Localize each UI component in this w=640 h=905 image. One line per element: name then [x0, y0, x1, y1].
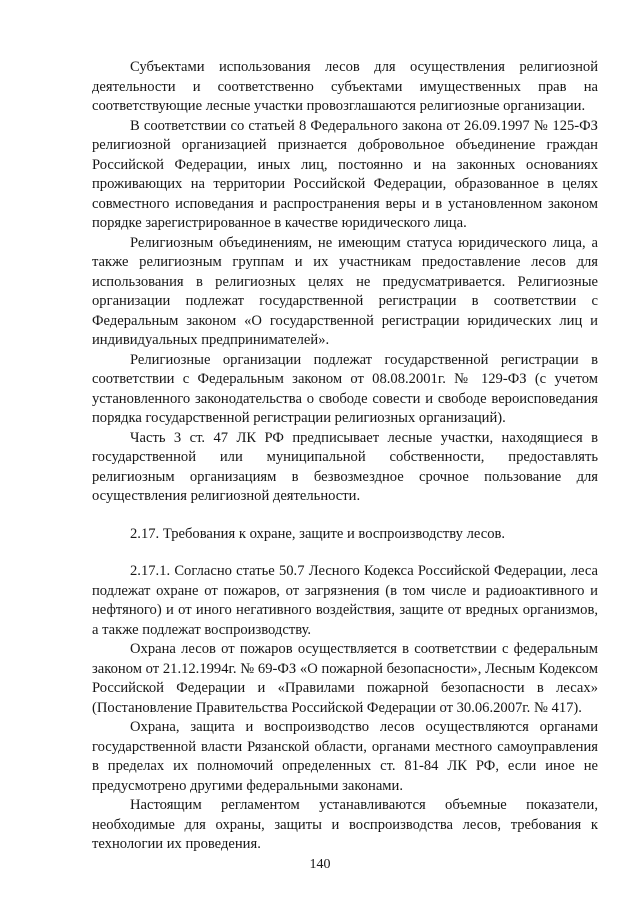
paragraph-religious-associations: Религиозным объединениям, не имеющим статуса юридического лица, а также религиозным группам и их участникам предоставление лесов для использования в религиозных целях не предусматривается. Религиозные организации подлежат государственной регистрации в соответствии с Федеральным законом «О государственной регистрации юридических лиц и индивидуальных предпринимателей». [92, 234, 598, 348]
paragraph-fire-protection: Охрана лесов от пожаров осуществляется в соответствии с федеральным законом от 21.12.1994г. № 69-ФЗ «О пожарной безопасности», Лесным Кодексом Российской Федерации и «Правилами пожарной безопасности в лесах» (Постановление Правительства Российской Федерации от 30.06.2007г. № 417). [92, 641, 598, 716]
page-number: 140 [309, 857, 331, 872]
paragraph-religious-organization-definition: В соответствии со статьей 8 Федерального закона от 26.09.1997 № 125-ФЗ религиозной организацией признается добровольное объединение граждан Российской Федерации, иных лиц, постоянно и на законных основаниях проживающих на территории Российской Федерации, образованное в целях совместного исповедания и распространения веры и в установленном законом порядке зарегистрированное в качестве юридического лица. [92, 117, 598, 231]
paragraph-religious-subjects: Субъектами использования лесов для осуществления религиозной деятельности и соответственно субъектами имущественных прав на соответствующие лесные участки провозглашаются религиозные организации. [92, 59, 598, 114]
paragraph-article-47: Часть 3 ст. 47 ЛК РФ предписывает лесные участки, находящиеся в государственной или муниципальной собственности, предоставлять религиозным организациям в безвозмездное срочное пользование для осуществления религиозной деятельности. [92, 429, 598, 504]
paragraph-state-registration: Религиозные организации подлежат государственной регистрации в соответствии с Федеральным законом от 08.08.2001г. № 129-ФЗ (с учетом установленного законодательства о свободе совести и свободе вероисповедания порядка государственной регистрации религиозных организаций). [92, 351, 598, 426]
paragraph-protection-authorities: Охрана, защита и воспроизводство лесов осуществляются органами государственной власти Рязанской области, органами местного самоуправления в пределах их полномочий определенных ст. 81-84 ЛК РФ, если иное не предусмотрено другими федеральными законами. [92, 719, 598, 794]
section-heading: 2.17. Требования к охране, защите и воспроизводству лесов. [130, 525, 506, 542]
paragraph-regulation-indicators: Настоящим регламентом устанавливаются объемные показатели, необходимые для охраны, защиты и воспроизводства лесов, требования к технологии их проведения. [92, 797, 598, 852]
document-body [92, 58, 598, 855]
paragraph-article-50-7: 2.17.1. Согласно статье 50.7 Лесного Кодекса Российской Федерации, леса подлежат охране от пожаров, от загрязнения (в том числе и радиоактивного и нефтяного) и от иного негативного воздействия, защите от вредных организмов, а также подлежат воспроизводству. [92, 563, 598, 638]
